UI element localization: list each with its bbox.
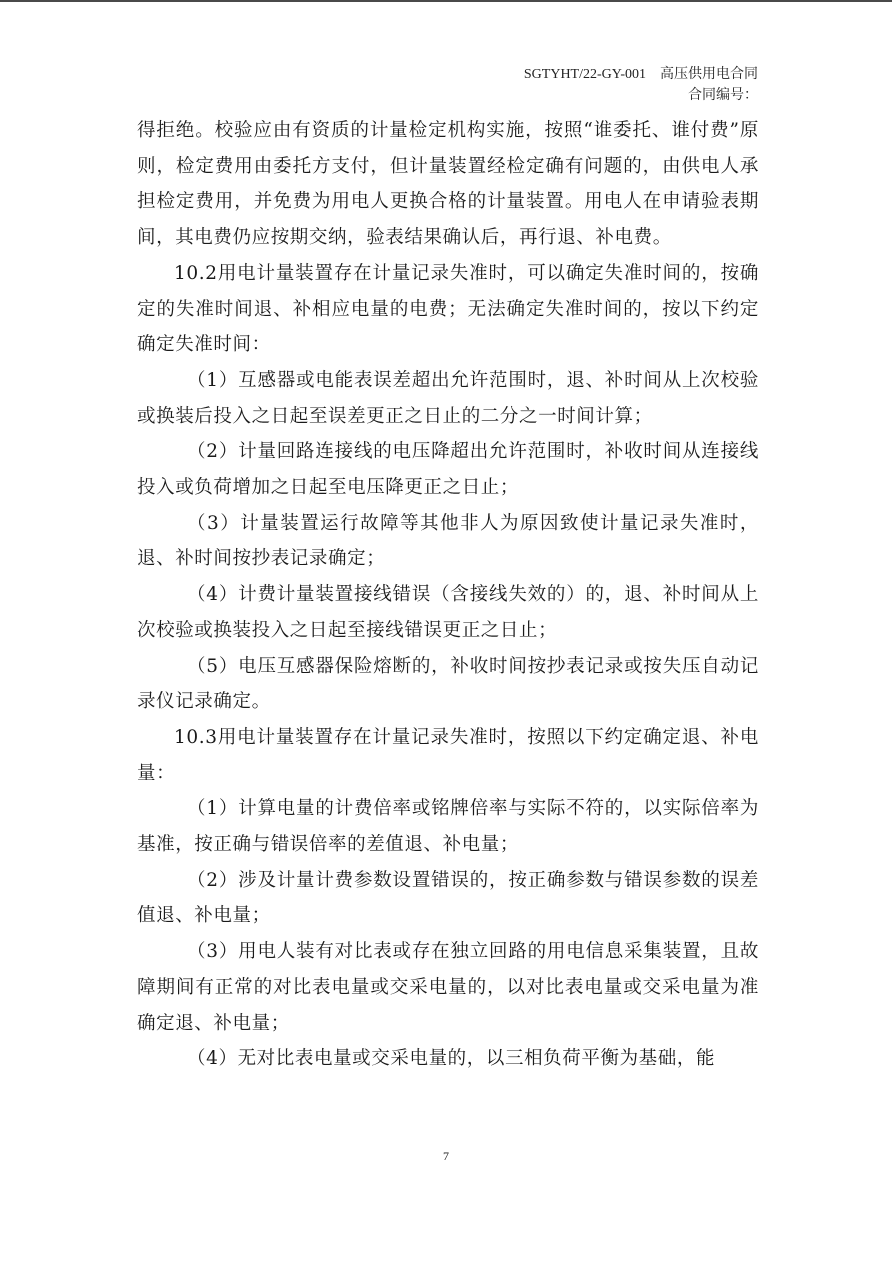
clause-10-3-item-3: （3）用电人装有对比表或存在独立回路的用电信息采集装置，且故障期间有正常的对比表电量或交采电量的，以对比表电量或交采电量为准确定退、补电量； <box>137 941 759 1034</box>
contract-title: 高压供用电合同 <box>660 67 758 82</box>
paragraph-continuation: 得拒绝。校验应由有资质的计量检定机构实施，按照“谁委托、谁付费”原则，检定费用由委托方支付，但计量装置经检定确有问题的，由供电人承担检定费用，并免费为用电人更换合格的计量装置。用电人在申请验表期间，其电费仍应按期交纳，验表结果确认后，再行退、补电费。 <box>137 120 759 249</box>
header-line-1 <box>524 64 758 85</box>
clause-10-2-item-2: （2）计量回路连接线的电压降超出允许范围时，补收时间从连接线投入或负荷增加之日起至电压降更正之日止； <box>137 441 759 499</box>
contract-number-label: 合同编号： <box>688 88 758 103</box>
page-number: 7 <box>443 1149 449 1163</box>
clause-10-3-item-2: （2）涉及计量计费参数设置错误的，按正确参数与错误参数的误差值退、补电量； <box>137 869 759 927</box>
clause-10-2-item-1: （1）互感器或电能表误差超出允许范围时，退、补时间从上次校验或换装后投入之日起至误差更正之日止的二分之一时间计算； <box>137 369 759 427</box>
contract-code: SGTYHT/22-GY-001 <box>523 67 646 82</box>
document-body <box>137 113 759 1077</box>
page-header <box>524 64 758 106</box>
clause-10-2-item-5: （5）电压互感器保险熔断的，补收时间按抄表记录或按失压自动记录仪记录确定。 <box>137 655 759 713</box>
clause-10-2: 10.2用电计量装置存在计量记录失准时，可以确定失准时间的，按确定的失准时间退、补相应电量的电费；无法确定失准时间的，按以下约定确定失准时间： <box>137 262 759 356</box>
clause-10-3-item-4: （4）无对比表电量或交采电量的，以三相负荷平衡为基础，能 <box>187 1048 716 1070</box>
clause-10-3-item-1: （1）计算电量的计费倍率或铭牌倍率与实际不符的，以实际倍率为基准，按正确与错误倍率的差值退、补电量； <box>137 798 759 856</box>
clause-10-3: 10.3用电计量装置存在计量记录失准时，按照以下约定确定退、补电量： <box>137 726 759 784</box>
top-border-rule <box>0 0 892 2</box>
clause-10-2-item-4: （4）计费计量装置接线错误（含接线失效的）的，退、补时间从上次校验或换装投入之日起至接线错误更正之日止； <box>137 584 759 641</box>
clause-10-2-item-3: （3）计量装置运行故障等其他非人为原因致使计量记录失准时，退、补时间按抄表记录确定； <box>137 512 759 570</box>
